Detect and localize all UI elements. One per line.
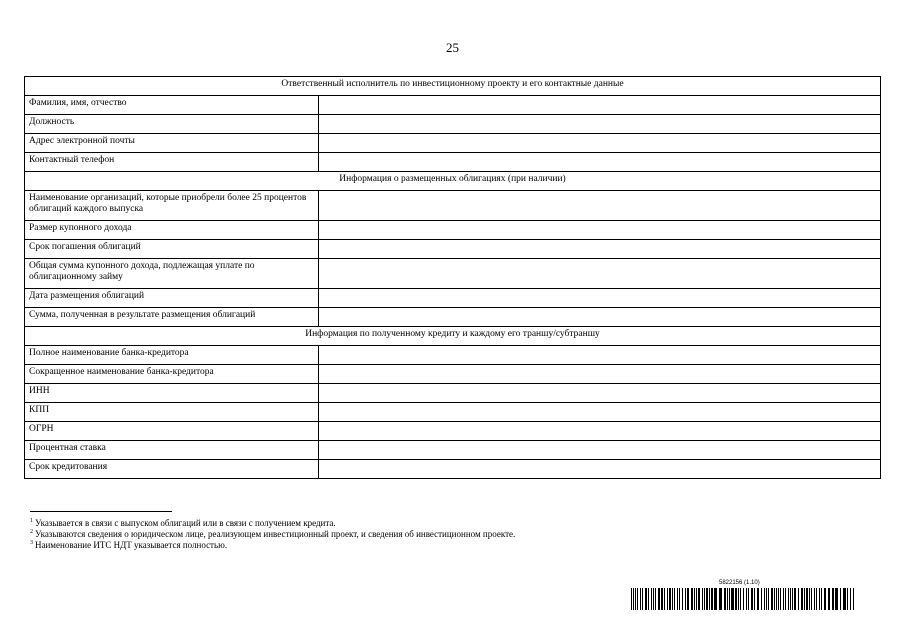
footnote-mark: 3	[30, 540, 33, 546]
row-label: Адрес электронной почты	[25, 134, 319, 153]
table-row	[25, 403, 881, 422]
row-value-cell[interactable]	[319, 240, 881, 259]
section-header-row	[25, 327, 881, 346]
row-label: Контактный телефон	[25, 153, 319, 172]
row-label: Наименование организаций, которые приобрели более 25 процентов облигаций каждого выпуска	[25, 191, 319, 221]
row-value-cell[interactable]	[319, 422, 881, 441]
footnote-divider	[30, 511, 172, 512]
section-title: Информация по полученному кредиту и каждому его траншу/субтраншу	[25, 327, 881, 346]
footnote-text: Наименование ИТС НДТ указывается полностью.	[35, 540, 228, 550]
row-label: КПП	[25, 403, 319, 422]
row-label: Общая сумма купонного дохода, подлежащая уплате по облигационному займу	[25, 259, 319, 289]
row-label: Срок кредитования	[25, 460, 319, 479]
table-row	[25, 460, 881, 479]
row-value-cell[interactable]	[319, 441, 881, 460]
barcode-icon	[631, 588, 856, 610]
row-value-cell[interactable]	[319, 115, 881, 134]
row-value-cell[interactable]	[319, 289, 881, 308]
table-row	[25, 441, 881, 460]
row-value-cell[interactable]	[319, 134, 881, 153]
section-title: Информация о размещенных облигациях (при наличии)	[25, 172, 881, 191]
row-value-cell[interactable]	[319, 460, 881, 479]
row-value-cell[interactable]	[319, 191, 881, 221]
row-label: Должность	[25, 115, 319, 134]
footnote	[30, 518, 730, 529]
page-number: 25	[446, 40, 459, 55]
footnote-mark: 2	[30, 529, 33, 535]
row-label: Процентная ставка	[25, 441, 319, 460]
row-value-cell[interactable]	[319, 308, 881, 327]
row-value-cell[interactable]	[319, 384, 881, 403]
table-row	[25, 422, 881, 441]
barcode-label: 5822156 (1.10)	[719, 580, 760, 586]
row-value-cell[interactable]	[319, 365, 881, 384]
barcode-block	[631, 580, 856, 611]
table-row	[25, 308, 881, 327]
footnote-text: Указывается в связи с выпуском облигаций или в связи с получением кредита.	[35, 518, 336, 528]
table-row	[25, 134, 881, 153]
form-table	[24, 76, 881, 479]
section-title: Ответственный исполнитель по инвестиционному проекту и его контактные данные	[25, 77, 881, 96]
row-label: Дата размещения облигаций	[25, 289, 319, 308]
row-label: Сокращенное наименование банка-кредитора	[25, 365, 319, 384]
row-label: Срок погашения облигаций	[25, 240, 319, 259]
row-value-cell[interactable]	[319, 403, 881, 422]
footnotes	[30, 518, 730, 551]
table-row	[25, 221, 881, 240]
row-value-cell[interactable]	[319, 259, 881, 289]
table-row	[25, 240, 881, 259]
table-row	[25, 289, 881, 308]
table-row	[25, 191, 881, 221]
footnote	[30, 540, 730, 551]
footnote-mark: 1	[30, 518, 33, 524]
table-row	[25, 346, 881, 365]
row-label: Размер купонного дохода	[25, 221, 319, 240]
row-label: Фамилия, имя, отчество	[25, 96, 319, 115]
table-row	[25, 365, 881, 384]
row-value-cell[interactable]	[319, 346, 881, 365]
row-value-cell[interactable]	[319, 221, 881, 240]
table-row	[25, 115, 881, 134]
row-label: Сумма, полученная в результате размещения облигаций	[25, 308, 319, 327]
table-row	[25, 96, 881, 115]
table-row	[25, 259, 881, 289]
row-value-cell[interactable]	[319, 153, 881, 172]
section-header-row	[25, 77, 881, 96]
table-row	[25, 153, 881, 172]
footnote	[30, 529, 730, 540]
row-value-cell[interactable]	[319, 96, 881, 115]
row-label: ИНН	[25, 384, 319, 403]
table-row	[25, 384, 881, 403]
row-label: ОГРН	[25, 422, 319, 441]
section-header-row	[25, 172, 881, 191]
footnote-text: Указываются сведения о юридическом лице, реализующем инвестиционный проект, и сведения об инвестиционном проекте.	[35, 529, 516, 539]
row-label: Полное наименование банка-кредитора	[25, 346, 319, 365]
